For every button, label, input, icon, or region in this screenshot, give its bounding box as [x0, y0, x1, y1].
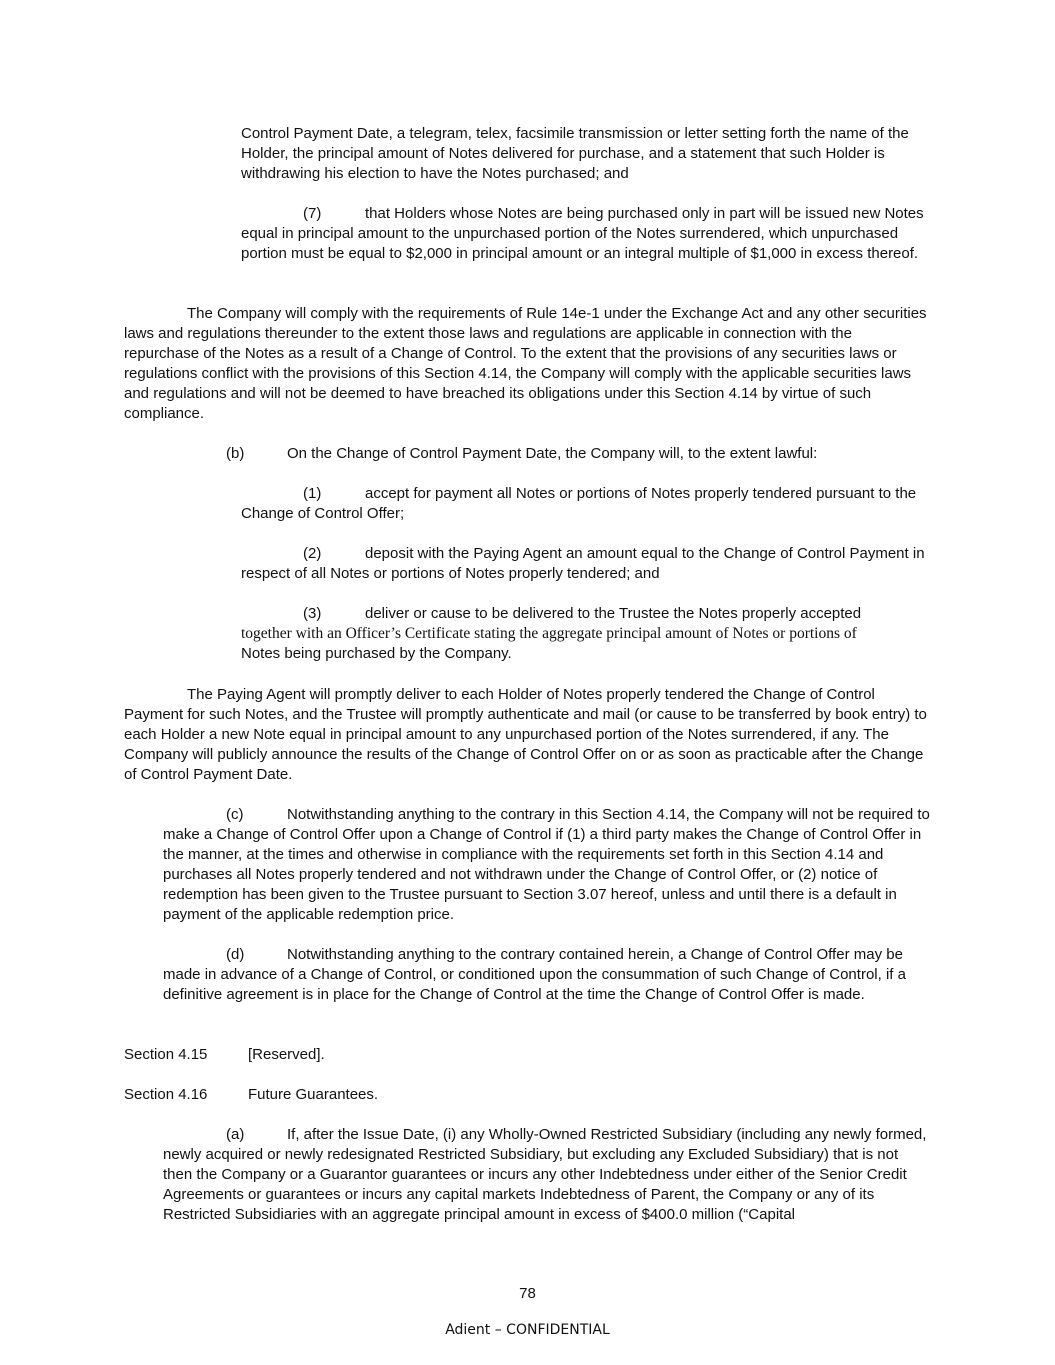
section-number: Section 4.15: [124, 1046, 208, 1063]
subsection-label: (c): [226, 806, 244, 823]
paragraph-text: The Company will comply with the requirements of Rule 14e-1 under the Exchange Act and any other securities laws and regulations thereunder to the extent those laws and regulations are applicable in connection with the repurchase of the Notes as a result of a Change of Control. To the extent that the provisions of any securities laws or regulations conflict with the provisions of this Section 4.14, the Company will comply with the applicable securities laws and regulations and will not be deemed to have breached its obligations under this Section 4.14 by virtue of such compliance.: [124, 305, 927, 422]
item-label: (7): [303, 205, 322, 222]
page-number: 78: [519, 1285, 536, 1302]
paragraph-rule-14e-1: [124, 304, 930, 424]
subsection-label: (a): [226, 1126, 245, 1143]
paragraph-subsection-d: [163, 945, 931, 1005]
paragraph-text: On the Change of Control Payment Date, the Company will, to the extent lawful:: [287, 445, 818, 462]
paragraph-item-3: [241, 604, 931, 664]
confidential-footer: Adient – CONFIDENTIAL: [445, 1322, 610, 1338]
item-label: (3): [303, 605, 322, 622]
item-label: (2): [303, 545, 322, 562]
item-label: (1): [303, 485, 322, 502]
paragraph-subsection-a: [163, 1125, 931, 1225]
paragraph-text: Notes being purchased by the Company.: [241, 645, 512, 662]
paragraph-text-serif: together with an Officer’s Certificate stating the aggregate principal amount of Notes or portions of: [241, 625, 857, 642]
paragraph-text: The Paying Agent will promptly deliver to each Holder of Notes properly tendered the Change of Control Payment for such Notes, and the Trustee will promptly authenticate and mail (or cause to be transferred by book entry) to each Holder a new Note equal in principal amount to any unpurchased portion of the Notes surrendered, if any. The Company will publicly announce the results of the Change of Control Offer on or as soon as practicable after the Change of Control Payment Date.: [124, 686, 927, 783]
subsection-label: (d): [226, 946, 245, 963]
paragraph-text: deliver or cause to be delivered to the Trustee the Notes properly accepted: [365, 605, 862, 622]
paragraph-text: Notwithstanding anything to the contrary in this Section 4.14, the Company will not be required to make a Change of Control Offer upon a Change of Control if (1) a third party makes the Change of Control Offer in the manner, at the times and otherwise in compliance with the requirements set forth in this Section 4.14 and purchases all Notes properly tendered and not withdrawn under the Change of Control Offer, or (2) notice of redemption has been given to the Trustee pursuant to Section 3.07 hereof, unless and until there is a default in payment of the applicable redemption price.: [163, 806, 930, 923]
paragraph-subsection-c: [163, 805, 931, 925]
paragraph-text: deposit with the Paying Agent an amount equal to the Change of Control Payment in respect of all Notes or portions of Notes properly tendered; and: [241, 545, 925, 582]
paragraph-text: that Holders whose Notes are being purchased only in part will be issued new Notes equal in principal amount to the unpurchased portion of the Notes surrendered, which unpurchased portion must be equal to $2,000 in principal amount or an integral multiple of $1,000 in excess thereof.: [241, 205, 924, 262]
paragraph-paying-agent: [124, 685, 930, 785]
paragraph-item-7: [241, 204, 931, 264]
paragraph-item-2: [241, 544, 931, 584]
subsection-label: (b): [226, 445, 245, 462]
section-title: Future Guarantees.: [248, 1086, 379, 1103]
paragraph-text: Notwithstanding anything to the contrary contained herein, a Change of Control Offer may be made in advance of a Change of Control, or conditioned upon the consummation of such Change of Control, if a definitive agreement is in place for the Change of Control at the time the Change of Control Offer is made.: [163, 946, 906, 1003]
paragraph-subsection-b: [124, 444, 930, 464]
section-title: [Reserved].: [248, 1046, 325, 1063]
paragraph-text: accept for payment all Notes or portions of Notes properly tendered pursuant to the Change of Control Offer;: [241, 485, 917, 522]
paragraph-withdrawal-continuation: [241, 124, 931, 184]
paragraph-item-1: [241, 484, 931, 524]
section-number: Section 4.16: [124, 1086, 208, 1103]
paragraph-text: Control Payment Date, a telegram, telex, facsimile transmission or letter setting forth the name of the Holder, the principal amount of Notes delivered for purchase, and a statement that such Holder is withdrawing his election to have the Notes purchased; and: [241, 125, 909, 182]
paragraph-text: If, after the Issue Date, (i) any Wholly-Owned Restricted Subsidiary (including any newly formed, newly acquired or newly redesignated Restricted Subsidiary, but excluding any Excluded Subsidiary) that is not then the Company or a Guarantor guarantees or incurs any other Indebtedness under either of the Senior Credit Agreements or guarantees or incurs any capital markets Indebtedness of Parent, the Company or any of its Restricted Subsidiaries with an aggregate principal amount in excess of $400.0 million (“Capital: [163, 1126, 927, 1223]
